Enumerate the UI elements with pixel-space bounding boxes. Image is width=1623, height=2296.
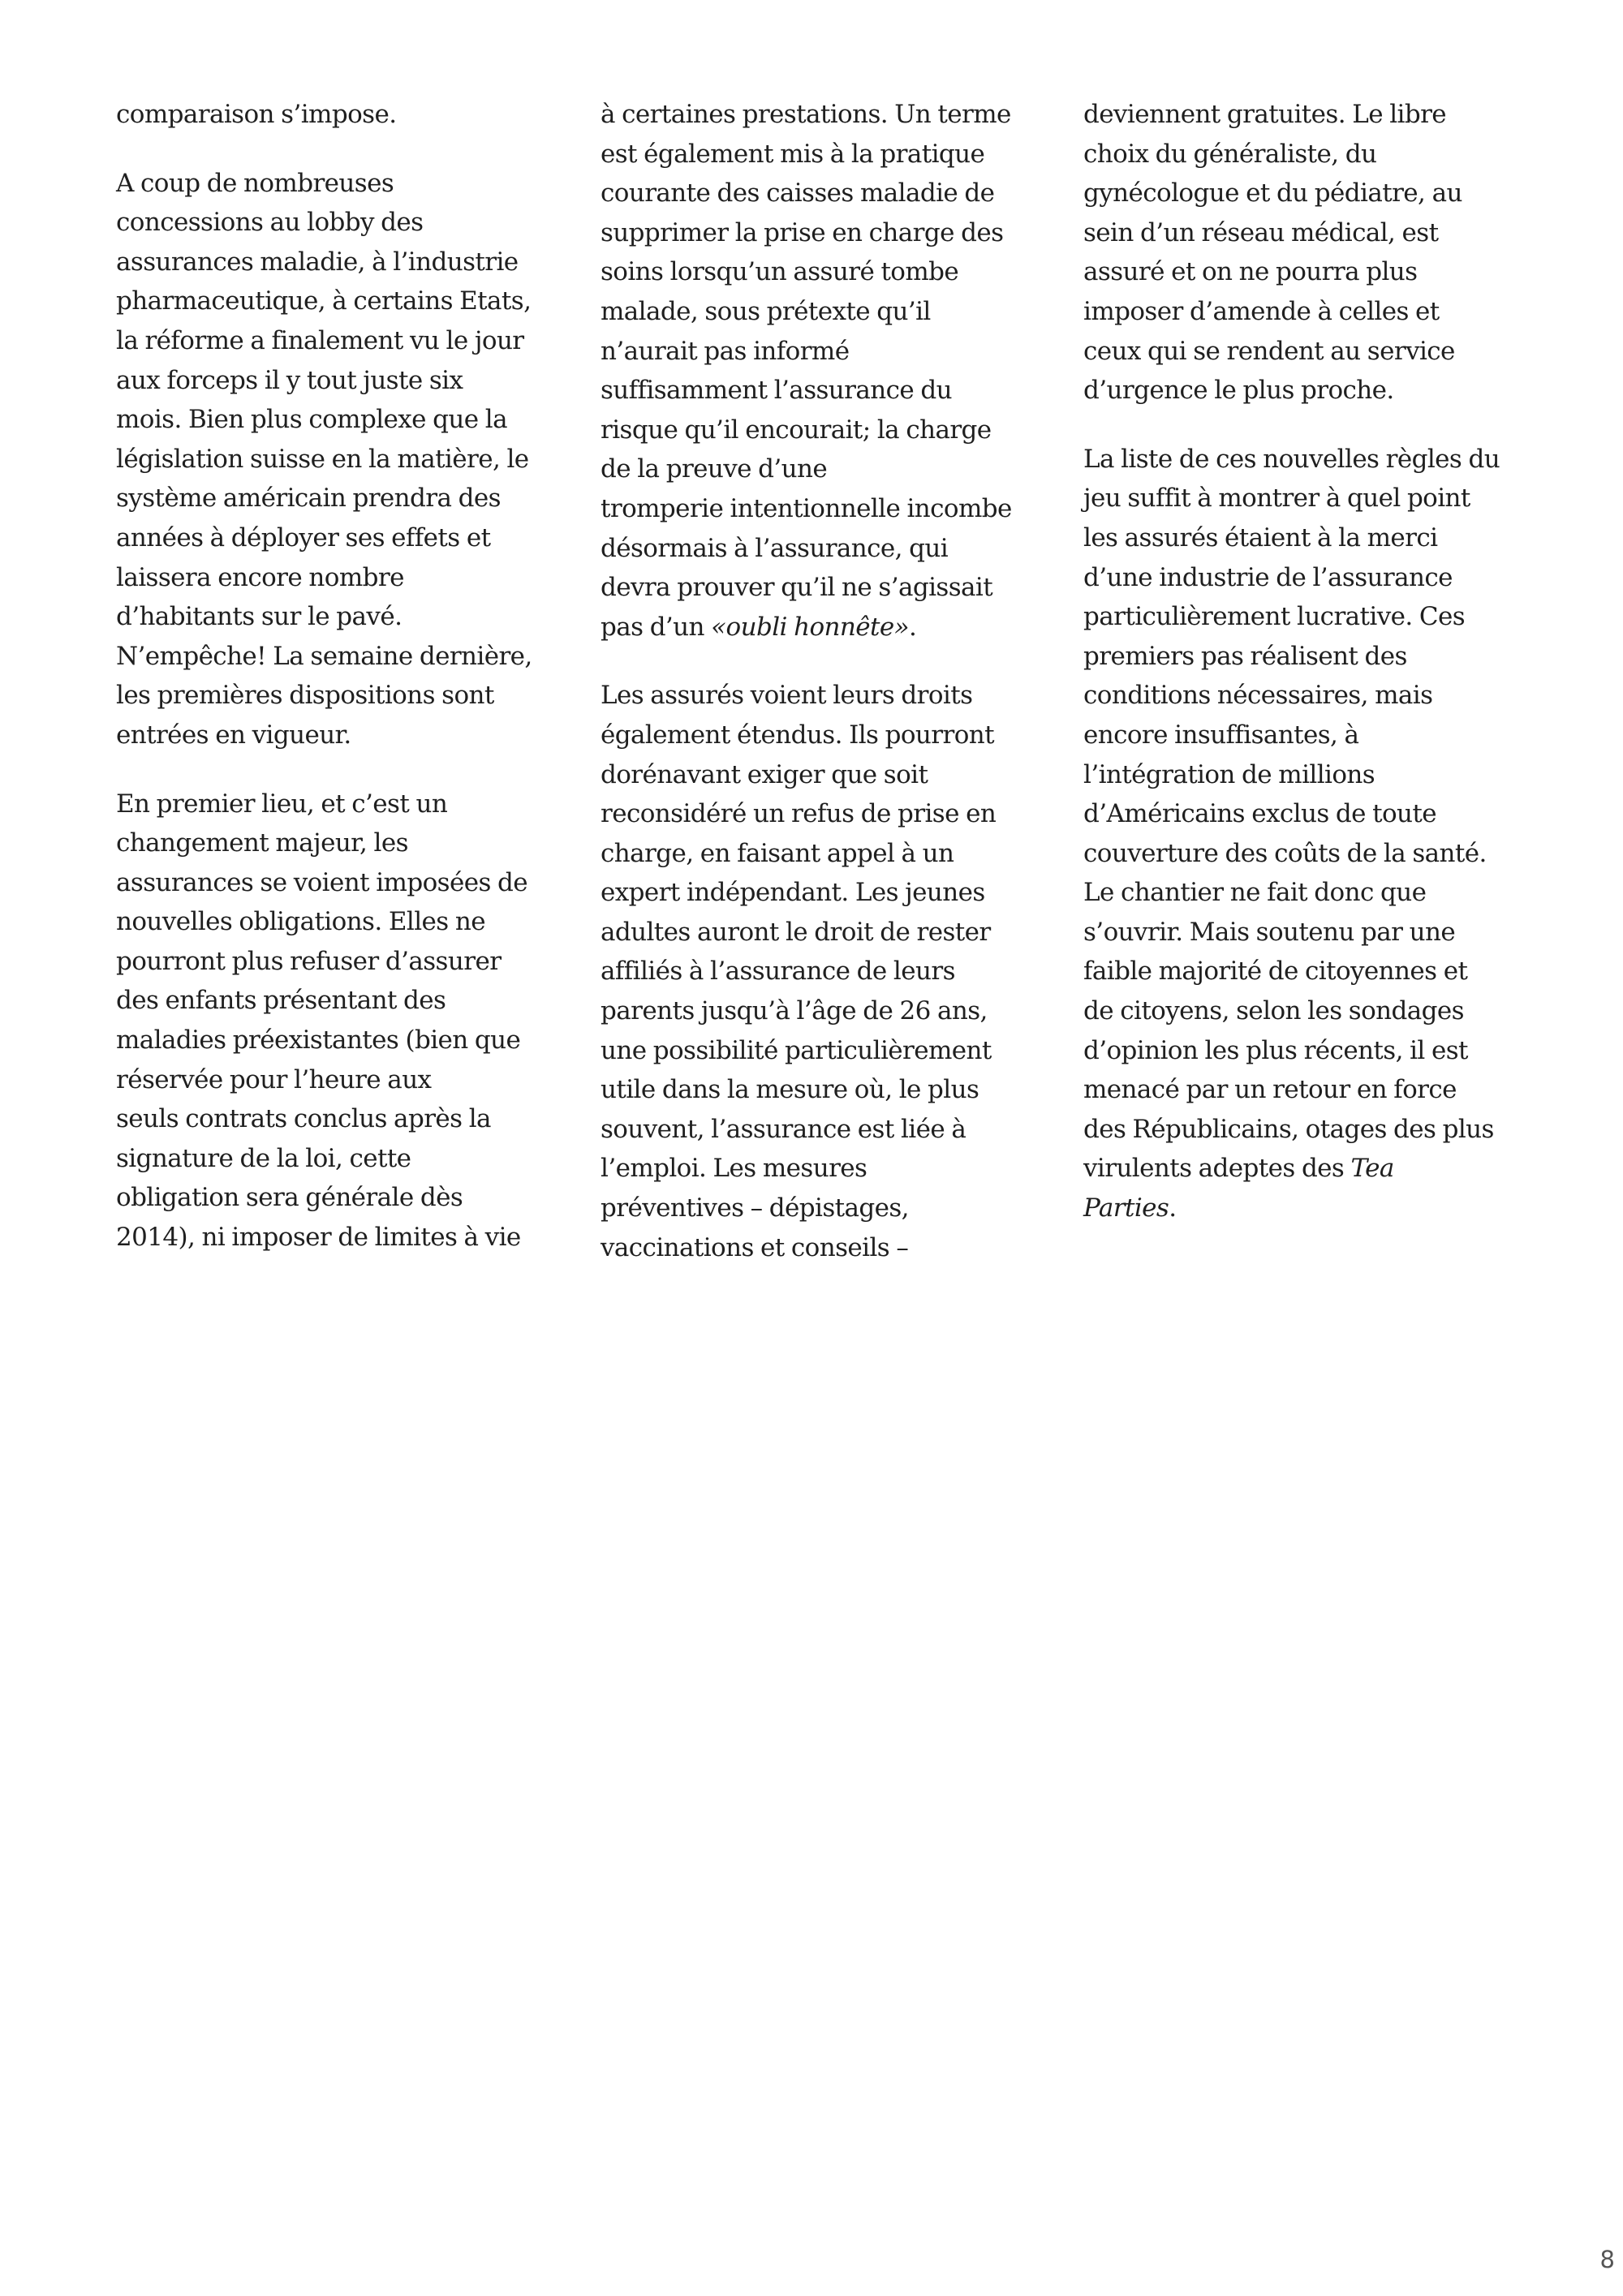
italic-term: Tea Parties xyxy=(1083,1154,1394,1223)
paragraph: En premier lieu, et c’est un changement majeur, les assurances se voient imposées de nouvelles obligations. Elles ne pourront plus refuser d’assurer des enfants présentant des maladies préexistantes (bien que réservée pour l’heure aux seuls contrats conclus après la signature de la loi, cette obligation sera générale dès 2014), ni imposer de limites à vie xyxy=(116,789,527,1253)
text-column-3 xyxy=(1083,95,1538,1258)
paragraph xyxy=(1083,440,1538,1228)
text-column-2 xyxy=(601,95,1055,1296)
paragraph-text: à certaines prestations. Un terme est également mis à la pratique courante des caisses maladie de supprimer la prise en charge des soins lorsqu’un assuré tombe malade, sous prétexte qu’il n’aurait pas informé suffisamment l’assurance du risque qu’il encourait; la charge de la preuve d’une tromperie intentionnelle incombe désormais à l’assurance, qui devra prouver qu’il ne s’agissait pas d’un xyxy=(601,100,1012,642)
paragraph: comparaison s’impose. xyxy=(116,100,397,129)
text-column-1 xyxy=(116,95,570,1287)
paragraph xyxy=(601,95,1055,647)
paragraph: A coup de nombreuses concessions au lobby des assurances maladie, à l’industrie pharmaceutique, à certains Etats, la réforme a finalement vu le jour aux forceps il y tout juste six mois. Bien plus complexe que la législation suisse en la matière, le système américain prendra des années à déployer ses effets et laissera encore nombre d’habitants sur le pavé. N’empêche! La semaine dernière, les premières dispositions sont entrées en vigueur. xyxy=(116,168,532,750)
page-number: 8 xyxy=(1599,2246,1615,2273)
paragraph: Les assurés voient leurs droits également étendus. Ils pourront dorénavant exiger que soit reconsidéré un refus de prise en charge, en faisant appel à un expert indépendant. Les jeunes adultes auront le droit de rester affiliés à l’assurance de leurs parents jusqu’à l’âge de 26 ans, une possibilité particulièrement utile dans la mesure où, le plus souvent, l’assurance est liée à l’emploi. Les mesures préventives – dépistages, vaccinations et conseils – xyxy=(601,681,997,1262)
paragraph-text: La liste de ces nouvelles règles du jeu suffit à montrer à quel point les assurés étaient à la merci d’une industrie de l’assurance particulièrement lucrative. Ces premiers pas réalisent des conditions nécessaires, mais encore insuffisantes, à l’intégration de millions d’Américains exclus de toute couverture des coûts de la santé. Le chantier ne fait donc que s’ouvrir. Mais soutenu par une faible majorité de citoyennes et de citoyens, selon les sondages d’opinion les plus récents, il est menacé par un retour en force des Républicains, otages des plus virulents adeptes des xyxy=(1083,444,1500,1184)
paragraph: deviennent gratuites. Le libre choix du généraliste, du gynécologue et du pédiatre, au sein d’un réseau médical, est assuré et on ne pourra plus imposer d’amende à celles et ceux qui se rendent au service d’urgence le plus proche. xyxy=(1083,100,1462,406)
paragraph-end: . xyxy=(1169,1193,1177,1223)
italic-quote: «oubli honnête» xyxy=(711,612,909,642)
paragraph-end: . xyxy=(908,612,917,642)
